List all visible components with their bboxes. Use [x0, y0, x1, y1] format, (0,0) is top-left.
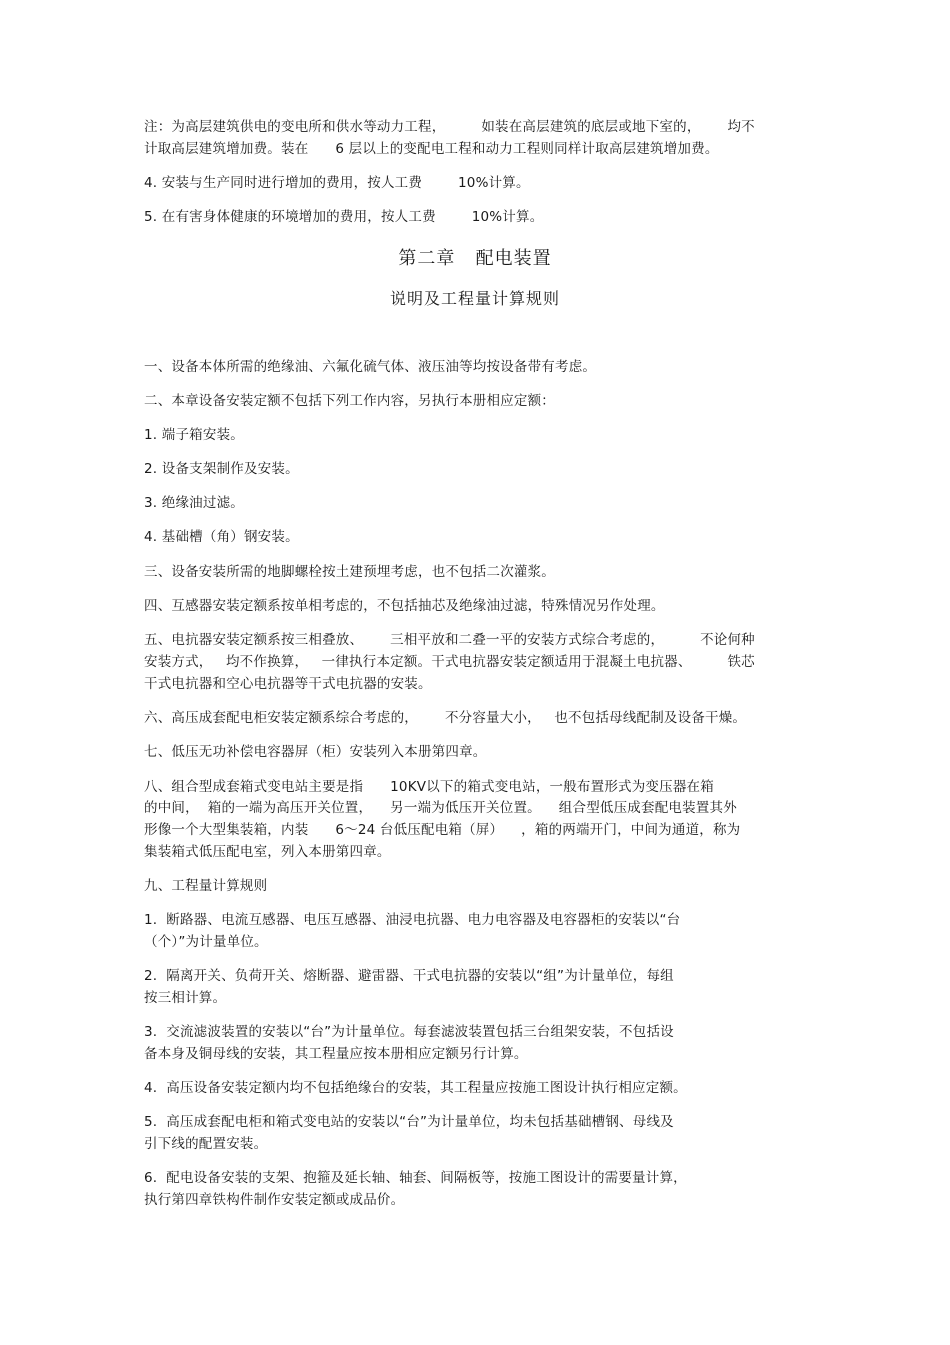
rule-3-line-1: 3. 交流滤波装置的安装以“台”为计量单位。每套滤波装置包括三台组架安装，不包括设 — [144, 1024, 674, 1040]
list-item: 2. 设备支架制作及安装。 — [144, 461, 299, 477]
rule-6-line-2: 执行第四章铁构件制作安装定额或成品价。 — [144, 1192, 405, 1208]
rule-1-line-1: 1. 断路器、电流互感器、电压互感器、油浸电抗器、电力电容器及电容器柜的安装以“台 — [144, 912, 681, 928]
rule-3-line-2: 备本身及铜母线的安装，其工程量应按本册相应定额另行计算。 — [144, 1046, 528, 1062]
paragraph-7: 七、低压无功补偿电容器屏（柜）安装列入本册第四章。 — [144, 744, 487, 760]
rule-6-line-1: 6. 配电设备安装的支架、抱箍及延长轴、轴套、间隔板等，按施工图设计的需要量计算， — [144, 1170, 687, 1186]
item-4: 4. 安装与生产同时进行增加的费用，按人工费 10%计算。 — [144, 175, 530, 191]
item-5: 5. 在有害身体健康的环境增加的费用，按人工费 10%计算。 — [144, 209, 544, 225]
note-line-2: 计取高层建筑增加费。装在 6 层以上的变配电工程和动力工程则同样计取高层建筑增加费。 — [144, 141, 719, 157]
paragraph-3: 三、设备安装所需的地脚螺栓按土建预埋考虑，也不包括二次灌浆。 — [144, 564, 555, 580]
rule-2-line-2: 按三相计算。 — [144, 990, 227, 1006]
paragraph-6: 六、高压成套配电柜安装定额系综合考虑的， 不分容量大小， 也不包括母线配制及设备干燥。 — [144, 710, 747, 726]
rule-1-line-2: （个）”为计量单位。 — [144, 934, 268, 950]
note-line-1: 注：为高层建筑供电的变电所和供水等动力工程， 如装在高层建筑的底层或地下室的， 均不 — [144, 119, 755, 135]
paragraph-5-line-2: 安装方式， 均不作换算， 一律执行本定额。干式电抗器安装定额适用于混凝土电抗器、 铁芯 — [144, 654, 755, 670]
rule-5-line-1: 5. 高压成套配电柜和箱式变电站的安装以“台”为计量单位，均未包括基础槽钢、母线及 — [144, 1114, 674, 1130]
paragraph-2: 二、本章设备安装定额不包括下列工作内容，另执行本册相应定额： — [144, 393, 555, 409]
rule-2-line-1: 2. 隔离开关、负荷开关、熔断器、避雷器、干式电抗器的安装以“组”为计量单位，每组 — [144, 968, 674, 984]
paragraph-1: 一、设备本体所需的绝缘油、六氟化硫气体、液压油等均按设备带有考虑。 — [144, 359, 597, 375]
paragraph-8-line-2: 的中间， 箱的一端为高压开关位置， 另一端为低压开关位置。 组合型低压成套配电装置其外 — [144, 800, 737, 816]
rule-4-line-1: 4. 高压设备安装定额内均不包括绝缘台的安装，其工程量应按施工图设计执行相应定额。 — [144, 1080, 687, 1096]
chapter-title: 第二章 配电装置 — [398, 248, 552, 269]
paragraph-4: 四、互感器安装定额系按单相考虑的，不包括抽芯及绝缘油过滤，特殊情况另作处理。 — [144, 598, 665, 614]
paragraph-8-line-3: 形像一个大型集装箱，内装 6～24 台低压配电箱（屏） ，箱的两端开门，中间为通道，称为 — [144, 822, 741, 838]
list-item: 3. 绝缘油过滤。 — [144, 495, 244, 511]
paragraph-9: 九、工程量计算规则 — [144, 878, 268, 894]
section-title: 说明及工程量计算规则 — [389, 289, 560, 308]
paragraph-8-line-1: 八、组合型成套箱式变电站主要是指 10KV以下的箱式变电站，一般布置形式为变压器在箱 — [144, 779, 714, 795]
list-item: 4. 基础槽（角）钢安装。 — [144, 529, 299, 545]
list-item: 1. 端子箱安装。 — [144, 427, 244, 443]
rule-5-line-2: 引下线的配置安装。 — [144, 1136, 268, 1152]
paragraph-5-line-3: 干式电抗器和空心电抗器等干式电抗器的安装。 — [144, 676, 432, 692]
paragraph-8-line-4: 集装箱式低压配电室，列入本册第四章。 — [144, 844, 391, 860]
paragraph-5-line-1: 五、电抗器安装定额系按三相叠放、 三相平放和二叠一平的安装方式综合考虑的， 不论何种 — [144, 632, 755, 648]
